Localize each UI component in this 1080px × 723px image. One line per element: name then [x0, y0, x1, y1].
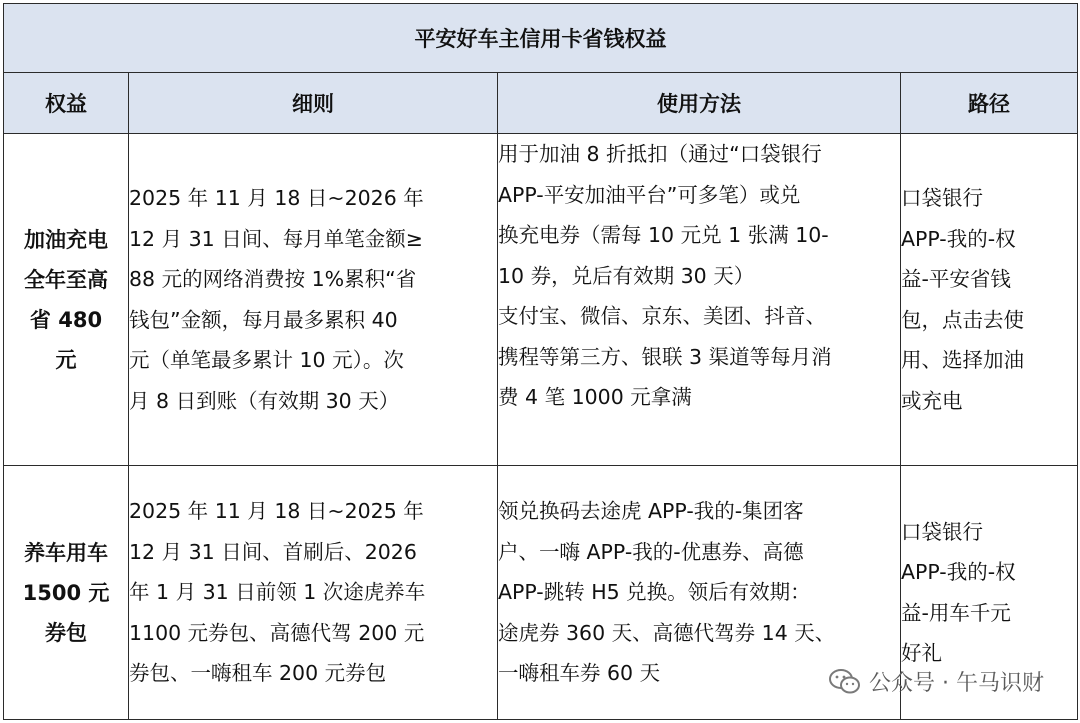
usage-line: 费 4 笔 1000 元拿满 [498, 385, 692, 409]
usage-line: 途虎券 360 天、高德代驾券 14 天、 [498, 620, 836, 645]
usage-line: 领兑换码去途虎 APP-我的-集团客 [498, 499, 804, 524]
path-line: APP-我的-权 [901, 226, 1016, 251]
details-line: 钱包”金额，每月最多累积 40 [129, 307, 398, 332]
path-line: 益-用车千元 [901, 600, 1011, 625]
header-benefit: 权益 [4, 73, 129, 134]
usage-line: 用于加油 8 折抵扣（通过“口袋银行 [498, 142, 822, 166]
usage-line: 携程等第三方、银联 3 渠道等每月消 [498, 344, 832, 369]
details-cell [129, 466, 498, 720]
details-line: 88 元的网络消费按 1%累积“省 [129, 267, 417, 291]
path-line: 包，点击去使 [901, 307, 1024, 332]
path-line: 口袋银行 [901, 519, 983, 544]
header-path: 路径 [901, 73, 1078, 134]
path-line: 好礼 [901, 641, 942, 665]
benefit-name-cell [4, 134, 129, 466]
table-row [4, 134, 1078, 466]
benefit-name-line: 全年至高 [24, 267, 108, 292]
details-line: 2025 年 11 月 18 日~2026 年 [129, 186, 424, 210]
benefit-name-line: 省 480 [29, 307, 103, 332]
details-line: 12 月 31 日间、每月单笔金额≥ [129, 226, 423, 251]
benefits-table [3, 3, 1078, 720]
title-row [4, 4, 1078, 73]
usage-line: 支付宝、微信、京东、美团、抖音、 [498, 304, 826, 328]
wechat-icon [829, 669, 861, 695]
details-line: 元（单笔最多累计 10 元）。次 [129, 348, 404, 372]
benefit-name-cell [4, 466, 129, 720]
usage-line: 一嗨租车券 60 天 [498, 661, 661, 686]
details-cell [129, 134, 498, 466]
header-row [4, 73, 1078, 134]
usage-line: 户、一嗨 APP-我的-优惠券、高德 [498, 539, 804, 564]
path-line: 用、选择加油 [901, 348, 1024, 372]
usage-cell [498, 134, 901, 466]
header-usage: 使用方法 [498, 73, 901, 134]
details-line: 1100 元券包、高德代驾 200 元 [129, 620, 425, 645]
watermark [829, 666, 1044, 697]
usage-line: 换充电券（需每 10 元兑 1 张满 10- [498, 223, 829, 247]
benefit-name-line: 加油充电 [24, 227, 108, 252]
benefit-name-line: 养车用车 [24, 540, 108, 565]
path-line: APP-我的-权 [901, 560, 1016, 584]
details-line: 月 8 日到账（有效期 30 天） [129, 388, 400, 413]
path-cell [901, 134, 1078, 466]
table-title: 平安好车主信用卡省钱权益 [4, 4, 1078, 73]
usage-line: APP-平安加油平台”可多笔）或兑 [498, 182, 801, 207]
details-line: 12 月 31 日间、首刷后、2026 [129, 539, 417, 564]
benefit-name-line: 元 [55, 347, 77, 372]
details-line: 2025 年 11 月 18 日~2025 年 [129, 499, 424, 524]
path-line: 益-平安省钱 [901, 267, 1011, 291]
watermark-text: 公众号 · 午马识财 [869, 671, 1044, 696]
usage-line: 10 券，兑后有效期 30 天） [498, 263, 755, 288]
path-line: 或充电 [901, 388, 963, 413]
benefit-name-line: 券包 [45, 620, 87, 645]
path-line: 口袋银行 [901, 186, 983, 210]
benefit-name-line: 1500 元 [22, 580, 110, 605]
header-details: 细则 [129, 73, 498, 134]
details-line: 年 1 月 31 日前领 1 次途虎养车 [129, 580, 426, 605]
usage-line: APP-跳转 H5 兑换。领后有效期： [498, 580, 811, 605]
details-line: 券包、一嗨租车 200 元券包 [129, 661, 387, 686]
